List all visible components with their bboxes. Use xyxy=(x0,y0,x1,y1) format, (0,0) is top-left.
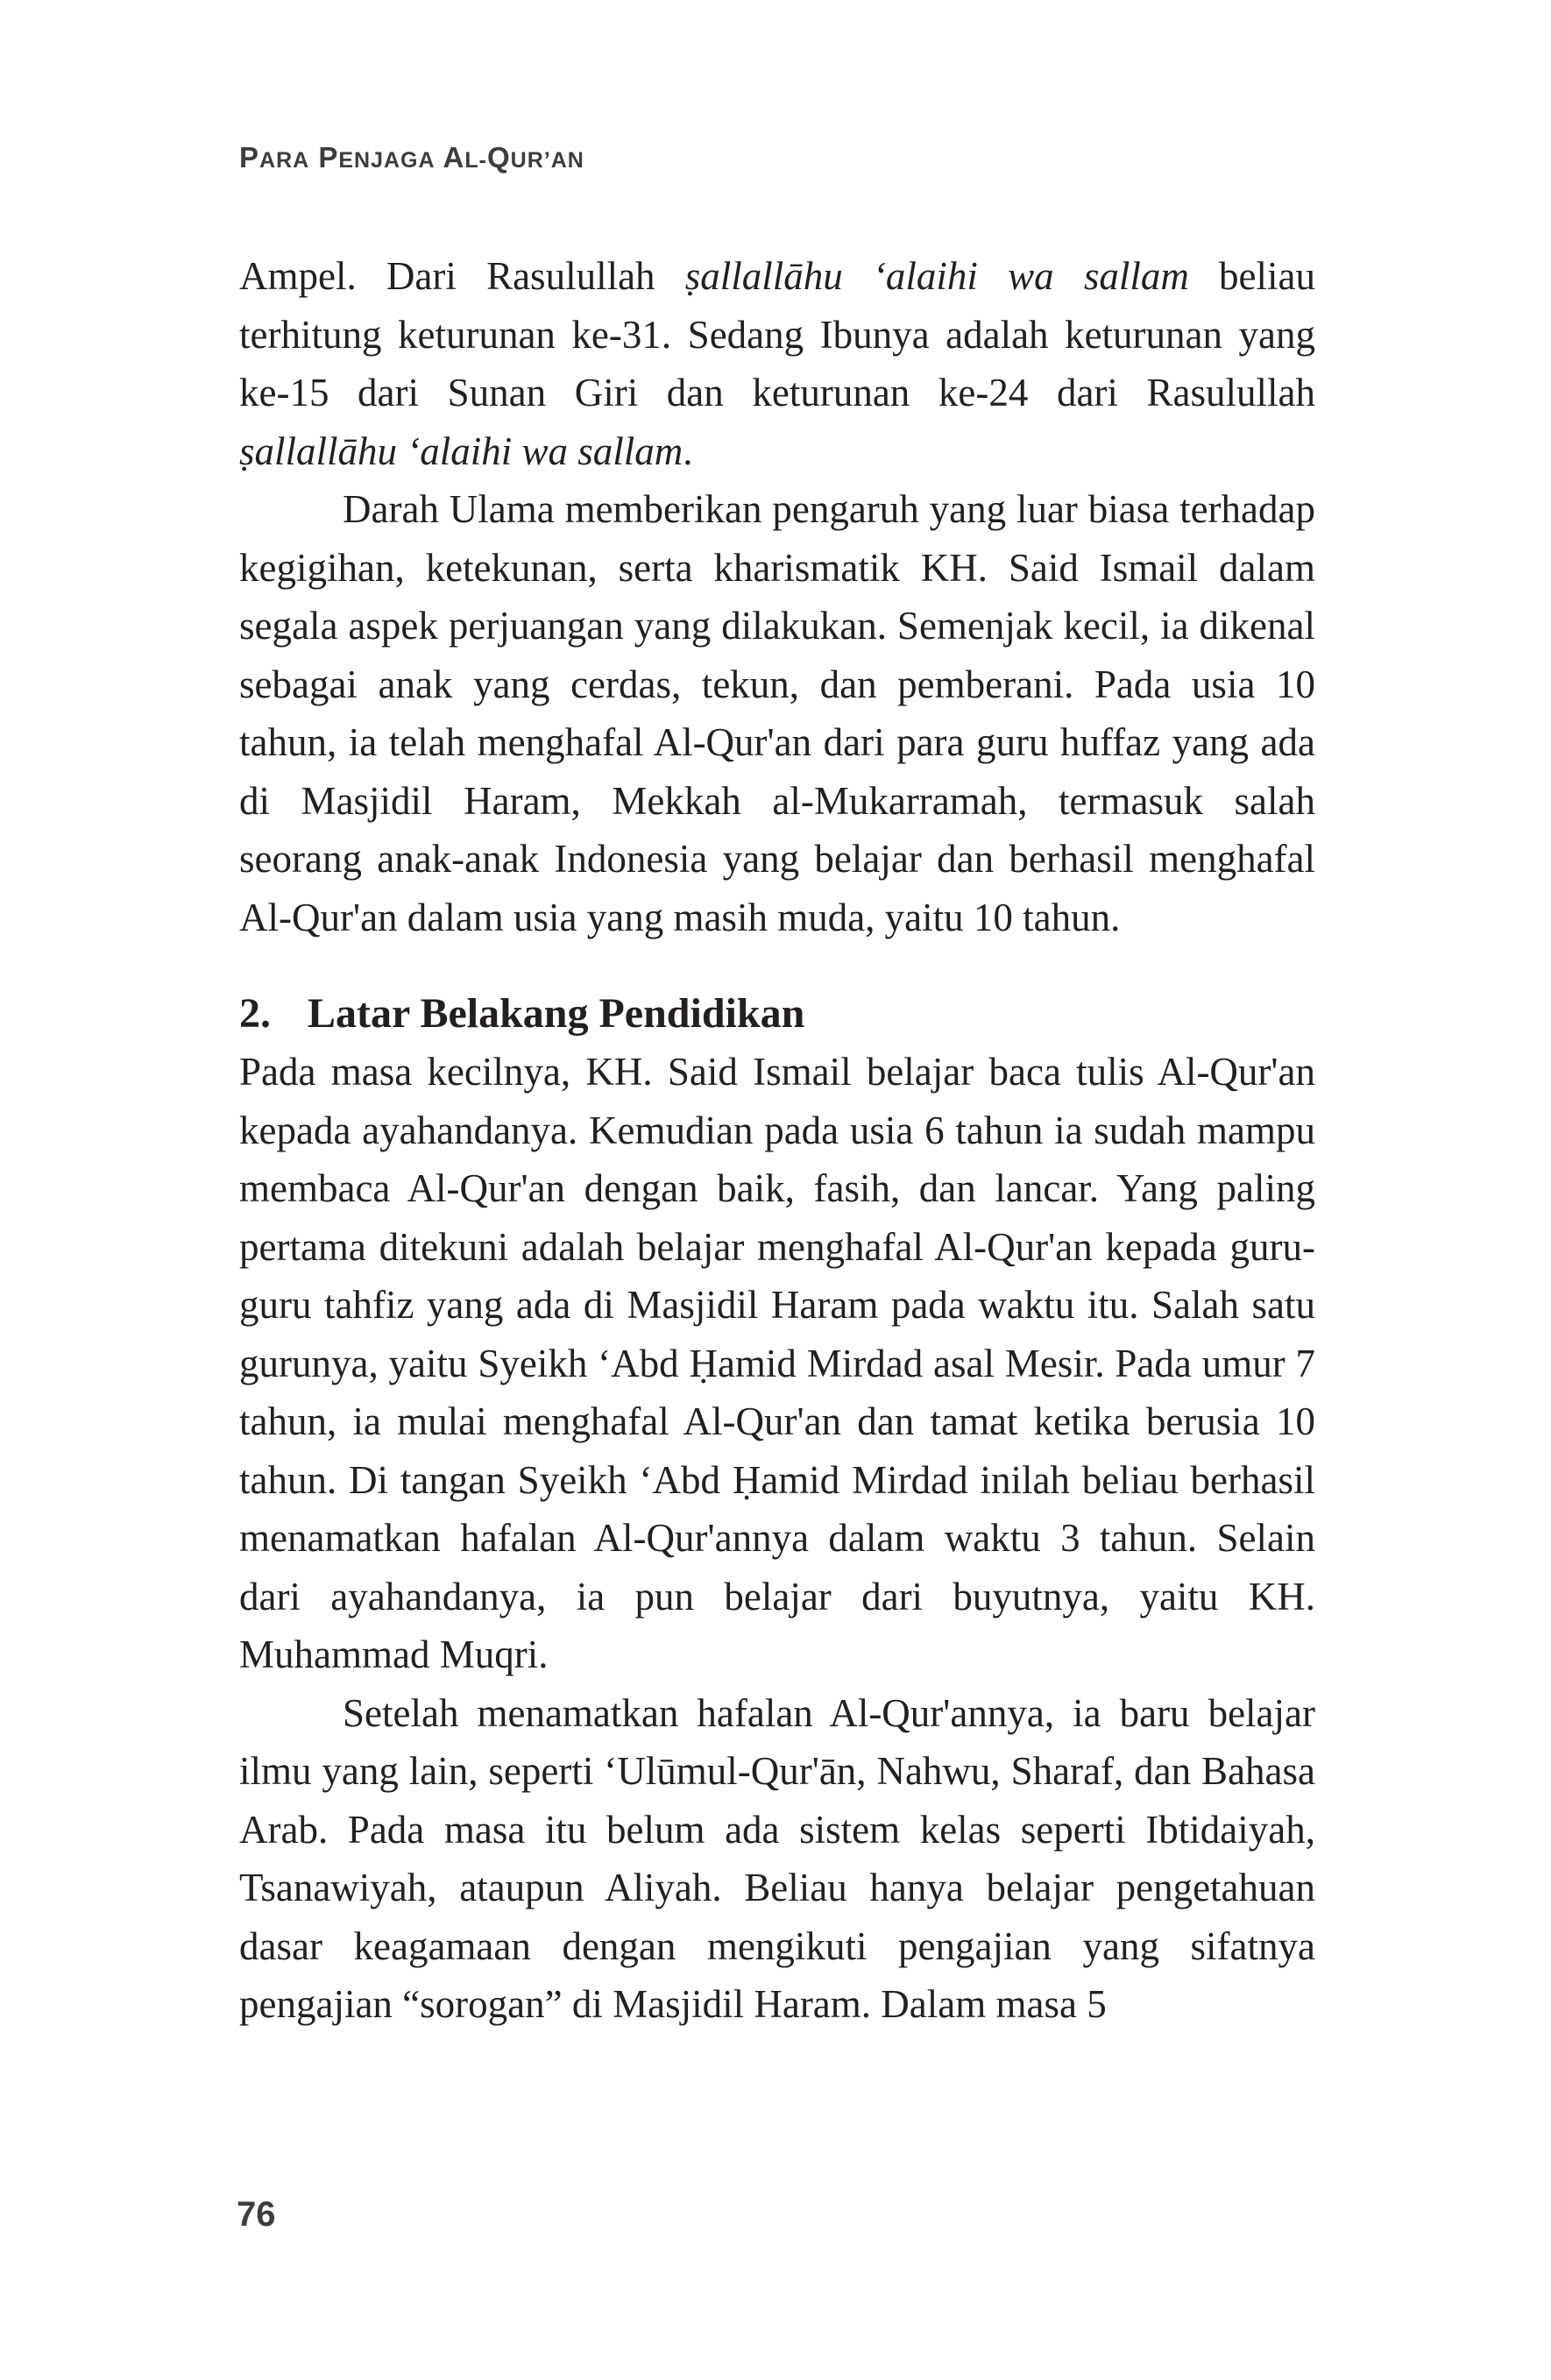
page-number: 76 xyxy=(237,2195,276,2234)
body-text xyxy=(239,247,1315,2034)
honorific-italic: ṣallallāhu ‘alaihi wa sallam xyxy=(239,429,683,473)
section-title: Latar Belakang Pendidikan xyxy=(308,990,805,1037)
paragraph-2: Darah Ulama memberikan pengaruh yang luar biasa terhadap kegigihan, ketekunan, serta kharismatik KH. Said Ismail dalam segala aspek perjuangan yang dilakukan. Semenjak kecil, ia dikenal sebagai anak yang cerdas, tekun, dan pemberani. Pada usia 10 tahun, ia telah menghafal Al-Qur'an dari para guru huffaz yang ada di Masjidil Haram, Mekkah al-Mukarramah, termasuk salah seorang anak-anak Indonesia yang belajar dan berhasil menghafal Al-Qur'an dalam usia yang masih muda, yaitu 10 tahun. xyxy=(239,487,1315,939)
paragraph-3: Pada masa kecilnya, KH. Said Ismail belajar baca tulis Al-Qur'an kepada ayahandanya. Kemudian pada usia 6 tahun ia sudah mampu membaca Al-Qur'an dengan baik, fasih, dan lancar. Yang paling pertama ditekuni adalah belajar menghafal Al-Qur'an kepada guru-guru tahfiz yang ada di Masjidil Haram pada waktu itu. Salah satu gurunya, yaitu Syeikh ‘Abd Ḥamid Mirdad asal Mesir. Pada umur 7 tahun, ia mulai menghafal Al-Qur'an dan tamat ketika berusia 10 tahun. Di tangan Syeikh ‘Abd Ḥamid Mirdad inilah beliau berhasil menamatkan hafalan Al-Qur'annya dalam waktu 3 tahun. Selain dari ayahandanya, ia pun belajar dari buyutnya, yaitu KH. Muhammad Muqri. xyxy=(239,1050,1315,1676)
paragraph-1: Ampel. Dari Rasulullah ṣallallāhu ‘alaihi wa sallam beliau terhitung keturunan ke-31. Sedang Ibunya adalah keturunan yang ke-15 dari Sunan Giri dan keturunan ke-24 dari Rasulullah ṣallallāhu ‘alaihi wa sallam. xyxy=(239,254,1316,473)
running-header: PARA PENJAGA AL-QUR’AN xyxy=(239,141,584,174)
section-heading xyxy=(239,985,1315,1043)
honorific-italic: ṣallallāhu ‘alaihi wa sallam xyxy=(684,254,1189,298)
section-number: 2. xyxy=(239,990,271,1037)
paragraph-4: Setelah menamatkan hafalan Al-Qur'annya, ia baru belajar ilmu yang lain, seperti ‘Ulūmul-Qur'ān, Nahwu, Sharaf, dan Bahasa Arab. Pada masa itu belum ada sistem kelas seperti Ibtidaiyah, Tsanawiyah, ataupun Aliyah. Beliau hanya belajar pengetahuan dasar keagamaan dengan mengikuti pengajian yang sifatnya pengajian “sorogan” di Masjidil Haram. Dalam masa 5 xyxy=(239,1690,1315,2026)
